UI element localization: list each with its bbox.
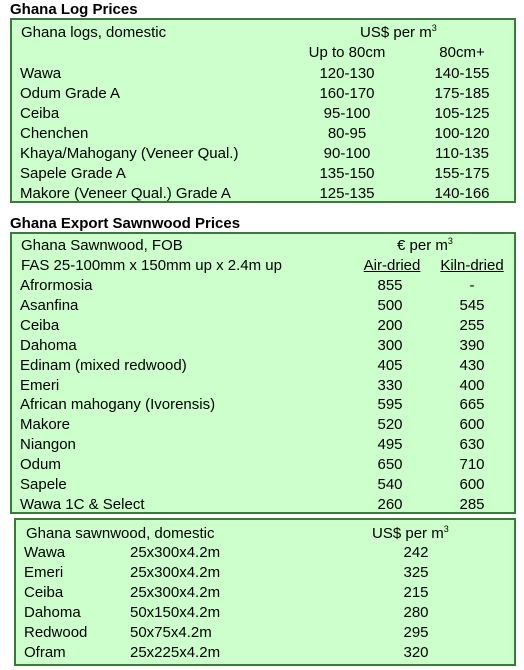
table-row-up-to-80cm: 125-135	[319, 185, 375, 202]
table-row-kiln-dried: 430	[459, 356, 485, 374]
table-row-price: 325	[403, 563, 429, 581]
domestic-subtitle: Ghana sawnwood, domestic	[26, 525, 215, 542]
table-row-price: 320	[403, 643, 429, 661]
table-row-air-dried: 260	[377, 495, 403, 513]
table-row-up-to-80cm: 135-150	[319, 165, 375, 182]
table-row-kiln-dried: 665	[459, 396, 485, 414]
table-row-name: Niangon	[20, 436, 76, 454]
table-row-name: Wawa	[24, 544, 66, 561]
log-prices-title: Ghana Log Prices	[10, 1, 138, 18]
table-row-80cm-plus: 175-185	[434, 85, 490, 102]
table-row-80cm-plus: 110-135	[435, 145, 489, 162]
table-row-name: Odum	[20, 456, 61, 474]
table-row-kiln-dried: -	[469, 277, 475, 294]
domestic-sawnwood-table	[14, 518, 516, 666]
table-row-name: Makore	[20, 416, 71, 434]
table-row-size: 25x225x4.2m	[130, 643, 221, 661]
table-row-air-dried: 650	[377, 456, 403, 474]
table-row-size: 50x75x4.2m	[130, 623, 212, 641]
table-row-name: Ofram	[24, 643, 66, 661]
log-subtitle: Ghana logs, domestic	[21, 24, 167, 41]
table-row-name: Edinam (mixed redwood)	[20, 356, 187, 374]
table-row-name: Sapele Grade A	[20, 165, 126, 182]
table-row-name: Khaya/Mahogany (Veneer Qual.)	[20, 145, 239, 162]
table-row-kiln-dried: 630	[459, 436, 485, 454]
table-row-name: Ceiba	[20, 316, 60, 334]
table-row-up-to-80cm: 120-130	[319, 65, 375, 82]
export-col-header-kiln-dried: Kiln-dried	[440, 257, 504, 274]
export-sawnwood-title: Ghana Export Sawnwood Prices	[10, 215, 241, 232]
log-prices-table	[10, 18, 516, 203]
log-col-header-80cm-plus: 80cm+	[439, 44, 485, 61]
table-row-name: African mahogany (Ivorensis)	[20, 396, 216, 414]
table-row-price: 280	[403, 603, 429, 621]
table-row-air-dried: 405	[377, 356, 403, 374]
table-row-price: 215	[403, 583, 429, 601]
export-subtitle: Ghana Sawnwood, FOB	[21, 237, 183, 254]
export-spec: FAS 25-100mm x 150mm up x 2.4m up	[21, 257, 282, 274]
table-row-price: 242	[403, 544, 429, 561]
table-row-80cm-plus: 100-120	[434, 125, 490, 142]
table-row-name: Emeri	[24, 563, 64, 581]
table-row-name: Wawa	[20, 65, 62, 82]
table-row-name: Chenchen	[20, 125, 89, 142]
table-row-size: 25x300x4.2m	[130, 544, 221, 561]
table-row-name: Ceiba	[24, 583, 64, 601]
table-row-up-to-80cm: 90-100	[323, 145, 371, 162]
table-row-80cm-plus: 140-155	[434, 65, 490, 82]
table-row-air-dried: 495	[377, 436, 403, 454]
table-row-name: Afrormosia	[20, 277, 93, 294]
log-col-header-up-to-80cm: Up to 80cm	[308, 44, 386, 61]
table-row-kiln-dried: 255	[459, 316, 485, 334]
table-row-air-dried: 520	[377, 416, 403, 434]
table-row-air-dried: 330	[377, 376, 403, 394]
table-row-name: Wawa 1C & Select	[20, 495, 145, 513]
table-row-size: 25x300x4.2m	[130, 583, 221, 601]
table-row-air-dried: 500	[377, 296, 403, 314]
table-row-name: Sapele	[20, 476, 67, 493]
table-row-up-to-80cm: 160-170	[319, 85, 375, 102]
table-row-name: Makore (Veneer Qual.) Grade A	[20, 185, 231, 202]
table-row-name: Redwood	[24, 623, 88, 641]
table-row-kiln-dried: 600	[459, 476, 485, 493]
table-row-name: Emeri	[20, 376, 60, 394]
table-row-name: Asanfina	[20, 296, 79, 314]
table-row-air-dried: 300	[377, 336, 403, 354]
table-row-size: 50x150x4.2m	[130, 603, 221, 621]
table-row-name: Odum Grade A	[20, 85, 121, 102]
export-sawnwood-table	[10, 232, 516, 514]
table-row-kiln-dried: 710	[459, 456, 485, 474]
table-row-kiln-dried: 600	[459, 416, 485, 434]
table-row-kiln-dried: 400	[459, 376, 485, 394]
table-row-air-dried: 595	[377, 396, 403, 414]
table-row-kiln-dried: 390	[459, 336, 485, 354]
table-row-80cm-plus: 155-175	[434, 165, 490, 182]
table-row-80cm-plus: 140-166	[434, 185, 490, 202]
table-row-name: Dahoma	[20, 336, 77, 354]
table-row-kiln-dried: 285	[459, 495, 485, 513]
table-row-size: 25x300x4.2m	[130, 563, 221, 581]
log-unit: US$ per $m^3$	[360, 23, 437, 41]
export-unit: € per $m^3$	[397, 236, 453, 254]
table-row-up-to-80cm: 95-100	[323, 105, 371, 122]
table-row-air-dried: 855	[377, 277, 403, 294]
export-col-header-air-dried: Air-dried	[363, 257, 421, 274]
table-row-name: Dahoma	[24, 603, 81, 621]
domestic-unit: US$ per $m^3$	[372, 524, 449, 542]
table-row-kiln-dried: 545	[459, 296, 485, 314]
table-row-up-to-80cm: 80-95	[327, 125, 367, 142]
table-row-80cm-plus: 105-125	[434, 105, 490, 122]
table-row-air-dried: 540	[377, 476, 403, 493]
table-row-air-dried: 200	[377, 316, 403, 334]
table-row-price: 295	[403, 623, 429, 641]
table-row-name: Ceiba	[20, 105, 60, 122]
